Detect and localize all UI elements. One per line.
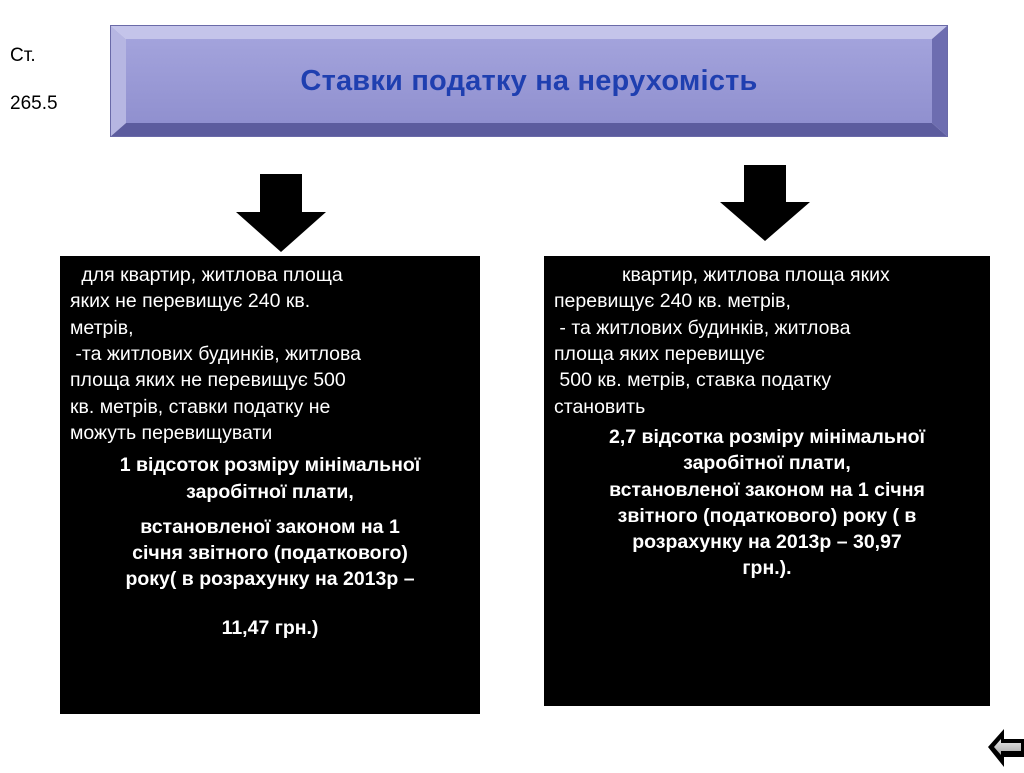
left-text-line: для квартир, житлова площа	[76, 264, 343, 286]
right-bold-line: звітного (податкового) року ( в	[617, 504, 917, 527]
right-text-line: площа яких перевищує	[554, 342, 765, 365]
back-button[interactable]	[986, 727, 1024, 768]
left-bold-line: 11,47 грн.)	[221, 616, 319, 639]
right-bold-line: грн.).	[742, 557, 792, 580]
info-box-left	[60, 256, 480, 714]
right-text-line: становить	[554, 395, 646, 418]
left-text-line: яких не перевищує 240 кв.	[70, 290, 311, 313]
right-bold-line: заробітної плати,	[683, 452, 851, 475]
right-text-line: перевищує 240 кв. метрів,	[554, 290, 791, 313]
left-bold-line: встановленої законом на 1	[140, 515, 400, 538]
back-arrow-icon[interactable]	[986, 727, 1024, 768]
left-bold-line: січня звітного (податкового)	[132, 542, 408, 565]
right-text-line: квартир, житлова площа яких	[622, 264, 890, 286]
article-ref-line2: 265.5	[10, 93, 58, 114]
left-text-line: -та житлових будинків, житлова	[70, 342, 361, 365]
page-title: Ставки податку на нерухомість	[300, 64, 758, 97]
right-bold-line: встановленої законом на 1 січня	[609, 478, 925, 501]
article-ref-line1: Ст.	[10, 45, 36, 66]
right-bold-line: розрахунку на 2013р – 30,97	[632, 531, 902, 554]
left-text-line: можуть перевищувати	[70, 421, 273, 444]
title-banner	[110, 25, 948, 137]
down-arrow-icon	[236, 174, 326, 252]
left-bold-line: року( в розрахунку на 2013р –	[125, 568, 415, 591]
left-bold-line: заробітної плати,	[186, 480, 354, 503]
down-arrow-icon	[720, 165, 810, 241]
info-box-right	[544, 256, 990, 706]
right-text-line: 500 кв. метрів, ставка податку	[554, 369, 832, 392]
right-text-line: - та житлових будинків, житлова	[554, 316, 851, 339]
left-text-line: метрів,	[70, 316, 134, 339]
left-bold-line: 1 відсоток розміру мінімальної	[119, 454, 421, 477]
left-text-line: кв. метрів, ставки податку не	[70, 395, 331, 418]
left-text-line: площа яких не перевищує 500	[70, 369, 346, 392]
right-bold-line: 2,7 відсотка розміру мінімальної	[608, 425, 926, 448]
